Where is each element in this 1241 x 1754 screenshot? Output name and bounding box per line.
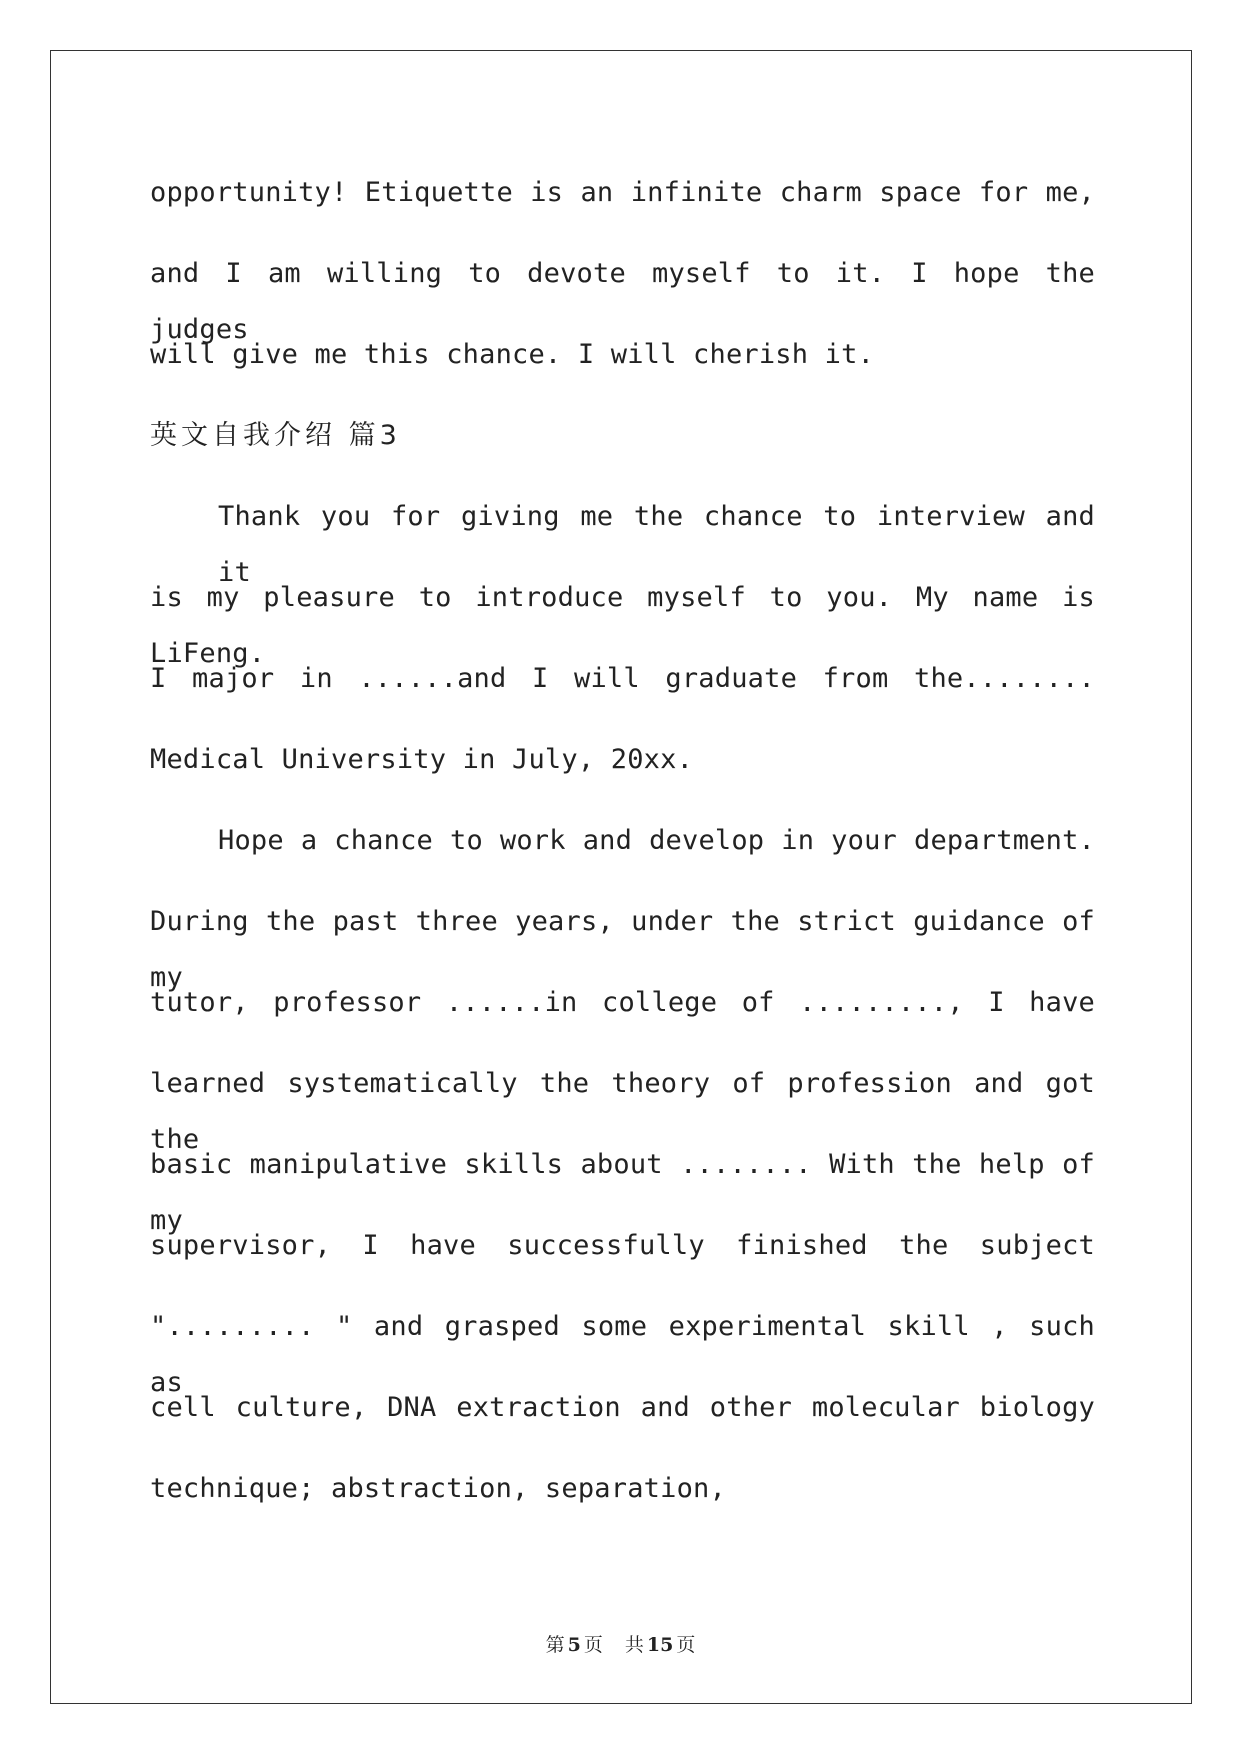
text-line: will give me this chance. I will cherish it. [150,339,875,370]
current-page-number: 5 [567,1634,581,1656]
text-line: I major in ......and I will graduate from the........ [150,663,1095,694]
text-line: basic manipulative skills about ........ With the help of my [150,1149,1095,1236]
paragraph-first-line: Thank you for giving me the chance to interview and it [218,501,1095,588]
footer-total-prefix: 共 [624,1634,644,1656]
text-line: learned systematically the theory of profession and got the [150,1068,1095,1155]
text-line: During the past three years, under the strict guidance of my [150,906,1095,993]
text-line: cell culture, DNA extraction and other molecular biology [150,1392,1095,1423]
total-pages-number: 15 [646,1634,674,1656]
text-line: tutor, professor ......in college of ........., I have [150,987,1095,1018]
document-body [150,165,1095,1542]
footer-prefix: 第 [545,1634,565,1656]
page-footer [0,1630,1241,1657]
text-line: technique; abstraction, separation, [150,1473,726,1504]
text-line: opportunity! Etiquette is an infinite charm space for me, [150,177,1095,208]
text-line: is my pleasure to introduce myself to you. My name is LiFeng. [150,582,1095,669]
paragraph-first-line: Hope a chance to work and develop in your department. [218,825,1095,856]
section-heading: 英文自我介绍 篇3 [150,420,401,451]
text-line: Medical University in July, 20xx. [150,744,694,775]
text-line: and I am willing to devote myself to it. I hope the judges [150,258,1095,345]
footer-page-word: 页 [583,1634,603,1656]
text-line: "......... " and grasped some experimental skill , such as [150,1311,1095,1398]
footer-total-suffix: 页 [676,1634,696,1656]
text-line: supervisor, I have successfully finished the subject [150,1230,1095,1261]
